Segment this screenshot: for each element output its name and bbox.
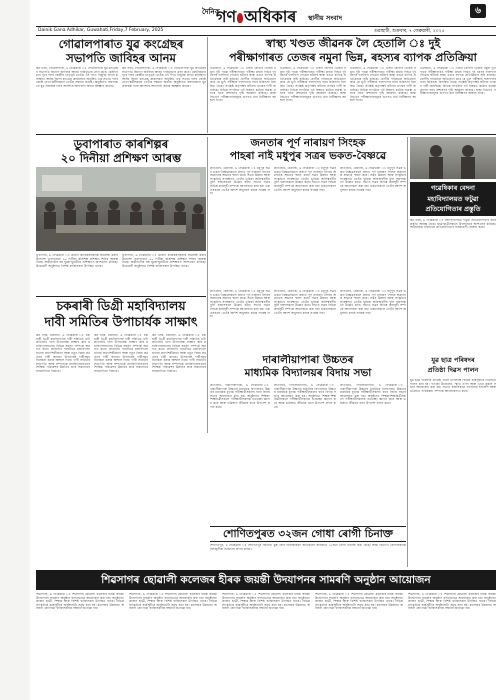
article-leprosy xyxy=(210,526,406,568)
headline-line: দাৰালীয়াপাৰা উচ্চতৰ xyxy=(262,354,354,366)
side-headline-line: প্ৰতিষ্ঠা দিৱস পালন xyxy=(427,366,479,374)
headline-4 xyxy=(210,137,406,163)
article-craft-training xyxy=(36,137,206,295)
masthead-name-left: গণ xyxy=(216,7,237,26)
side-column xyxy=(410,137,496,567)
article-chakrari-college xyxy=(36,298,206,568)
article-body: শিৱসাগৰ, ৬ ফেব্ৰুৱাৰী ঃ শিৱসাগৰ ছোৱালী কলেজৰ হীৰক জয়ন্তী উদযাপনৰ সামৰণি অনুষ্ঠান বৰ্ণাঢ্যভাৱে আয়োজন কৰা হয়। অনুষ্ঠানত প্ৰাক্তন ছাত্ৰী, শিক্ষক আৰু বিশিষ্ট ব্যক্তিসকল উপস্থিত থাকে। বিভিন্ন সাংস্কৃতিক কাৰ্যসূচীৰে অনুষ্ঠানটো সমৃদ্ধ কৰা হয়। কলেজৰ উন্নয়নত অৰিহণা যোগোৱা ব্যক্তিসকলক সম্বৰ্ধনা জনোৱা হয়। xyxy=(36,593,124,611)
masthead-dot-icon xyxy=(237,13,243,23)
headline-2 xyxy=(210,37,496,65)
date-line: গুৱাহাটী, শুক্ৰবাৰ, ৭ ফেব্ৰুৱাৰী, ২০২৫ xyxy=(374,29,445,34)
headline-1 xyxy=(36,37,206,65)
side-headline-line: গৱেষিকাৰ বেদনা xyxy=(431,184,475,192)
masthead-rule-2 xyxy=(36,35,496,36)
side-photo-art xyxy=(410,137,496,179)
side-headline-1 xyxy=(410,182,496,216)
column-divider xyxy=(207,137,208,433)
headline-line: পাহৰা নাই মধুপুৰ সত্ৰৰ ভকত-বৈষ্ণৱে xyxy=(229,150,387,162)
article-body: শোণিতপুৰ, ৬ ফেব্ৰুৱাৰী ঃ শোণিতপুৰ জিলাত কুষ্ঠ ৰোগ চিনাক্তকৰণ অভিযানৰ জৰিয়তে ৩২জন ৰোগী চিনাক্ত কৰা হৈছে। স্বাস্থ্য বিভাগে ৰোগীসকলক বিনামূলীয়া চিকিৎসা প্ৰদান কৰিব। xyxy=(210,544,406,551)
page-number: ৬ xyxy=(475,6,481,16)
headline-line: গোৱালপাৰাত যুৱ কংগ্ৰেছৰ xyxy=(58,37,184,51)
article-body: গুৱাহাটী, ৬ ফেব্ৰুৱাৰী ঃ এজন ৰোগীৰ তেজৰ নমুনা দুটা পৃথক পৰীক্ষাগাৰত পৰীক্ষা কৰাৰ পিছত দুই ধৰণৰ ফলাফল পোৱাৰ ঘটনাই স্বাস্থ্য খণ্ডত ব্যাপক প্ৰতিক্ৰিয়াৰ সৃষ্টি কৰিছে। ৰোগীৰ পৰিয়ালে অভিযোগ কৰে যে ভুল পৰীক্ষাৰ ফলাফলৰ বাবে চিকিৎসা বিলম্বিত হৈছে। সংশ্লিষ্ট কৰ্তৃপক্ষই ঘটনাৰ তদন্তৰ দাবী জনাইছে। বিভিন্ন সংগঠনে এই বিষয়ত কঠোৰ ব্যৱস্থা গ্ৰহণৰ বাবে প্ৰশাসনৰ দৃষ্টি আকৰ্ষণ কৰিছে। স্বাস্থ্য বিভাগে পৰীক্ষাগাৰসমূহৰ গুণগত মান নিৰীক্ষণৰ আশ্বাস দিয়ে। xyxy=(210,67,276,103)
headline-line: ২০ দিনীয়া প্ৰশিক্ষণ আৰম্ভ xyxy=(60,151,182,165)
article-body: কম খবৰ, গোৱালপাৰা, ৬ ফেব্ৰুৱাৰী ঃ গোৱালপাৰা যুৱ কংগ্ৰেছৰ সভাপতি হিচাপে জাবিহৰ আনম দায়িত্বভাৰ গ্ৰহণ কৰে। কেইদিনমান পূৰ্বে দলৰ কেন্দ্ৰীয় নেতৃত্বই তেওঁক এই পদত নিযুক্তি প্ৰদান কৰিছিল। আজি জিলা কংগ্ৰেছ কাৰ্যালয়ত অনুষ্ঠিত এক সভাত দলৰ জ্যেষ্ঠ নেতা-কৰ্মীসকলে তেওঁক সম্বৰ্ধনা জনায়। অনুষ্ঠানত বক্তাসকলে যুৱ প্ৰজন্মক দলৰ আদৰ্শৰে আগবাঢ়ি অহাৰ আহ্বান জনায়। xyxy=(36,67,118,88)
training-photo xyxy=(36,167,206,251)
headline-7: শোণিতপুৰত ৩২জন গোধা ৰোগী চিনাক্ত xyxy=(210,526,406,542)
article-body: শিৱসাগৰ, ৬ ফেব্ৰুৱাৰী ঃ শিৱসাগৰ ছোৱালী কলেজৰ হীৰক জয়ন্তী উদযাপনৰ সামৰণি অনুষ্ঠান বৰ্ণাঢ্যভাৱে আয়োজন কৰা হয়। অনুষ্ঠানত প্ৰাক্তন ছাত্ৰী, শিক্ষক আৰু বিশিষ্ট ব্যক্তিসকল উপস্থিত থাকে। বিভিন্ন সাংস্কৃতিক কাৰ্যসূচীৰে অনুষ্ঠানটো সমৃদ্ধ কৰা হয়। কলেজৰ উন্নয়নত অৰিহণা যোগোৱা ব্যক্তিসকলক সম্বৰ্ধনা জনোৱা হয়। xyxy=(315,593,403,611)
article-body: প্ৰতিনিধি, দাৰালীয়াপাৰা, ৬ ফেব্ৰুৱাৰী ঃ দাৰালীয়াপাৰা উচ্চতৰ মাধ্যমিক বিদ্যালয়ত উচ্চতৰ মাধ্যমিক চূড়ান্ত পৰীক্ষাৰ্থীসকলৰ বাবে বিদায় সভাৰ আয়োজন কৰা হয়। অনুষ্ঠানত শিক্ষক-শিক্ষয়িত্ৰীসকলে পৰীক্ষাৰ্থীসকলক শুভেচ্ছা জ্ঞাপন কৰে আৰু ভৱিষ্যত জীৱনৰ বাবে উপদেশ প্ৰদান কৰে। xyxy=(210,384,270,409)
article-body: কম খবৰ, গোৱালপাৰা, ৬ ফেব্ৰুৱাৰী ঃ গোৱালপাৰা যুৱ কংগ্ৰেছৰ সভাপতি হিচাপে জাবিহৰ আনম দায়িত্বভাৰ গ্ৰহণ কৰে। কেইদিনমান পূৰ্বে দলৰ কেন্দ্ৰীয় নেতৃত্বই তেওঁক এই পদত নিযুক্তি প্ৰদান কৰিছিল। আজি জিলা কংগ্ৰেছ কাৰ্যালয়ত অনুষ্ঠিত এক সভাত দলৰ জ্যেষ্ঠ নেতা-কৰ্মীসকলে তেওঁক সম্বৰ্ধনা জনায়। অনুষ্ঠানত বক্তাসকলে যুৱ প্ৰজন্মক দলৰ আদৰ্শৰে আগবাঢ়ি অহাৰ আহ্বান জনায়। xyxy=(122,67,206,88)
headline-line: দাবী সমিতিৰ উপাচাৰ্যক সাক্ষাৎ xyxy=(44,314,198,329)
training-photo-art xyxy=(36,167,206,251)
article-farewell xyxy=(210,354,406,524)
page-margin xyxy=(0,0,30,700)
side-headline-line: প্ৰতিযোগিতাৰ প্ৰস্তুতি xyxy=(425,205,481,213)
article-body: ডুবাপাৰা, ৬ ফেব্ৰুৱাৰী ঃ গ্ৰামীণ কাৰিকৰসকলক স্বাৱলম্বী কৰাৰ উদ্দেশ্যে ডুবাপাৰাত ২০ দিনীয়া কাৰশিল্প প্ৰশিক্ষণ শিবিৰ আৰম্ভ হৈছে। অঞ্চলটোৰ বহু যুৱক-যুৱতীয়ে প্ৰশিক্ষণত অংশগ্ৰহণ কৰিছে। উদ্বোধনী অনুষ্ঠানত বিশিষ্ট ব্যক্তিসকল উপস্থিত থাকে। xyxy=(122,254,206,268)
headline-line: চকৰাৰী ডিগ্ৰী মহাবিদ্যালয় xyxy=(56,298,186,313)
section-label: স্থানীয় সংবাদ xyxy=(308,14,343,22)
article-body: ডুবাপাৰা, ৬ ফেব্ৰুৱাৰী ঃ গ্ৰামীণ কাৰিকৰসকলক স্বাৱলম্বী কৰাৰ উদ্দেশ্যে ডুবাপাৰাত ২০ দিনীয়া কাৰশিল্প প্ৰশিক্ষণ শিবিৰ আৰম্ভ হৈছে। অঞ্চলটোৰ বহু যুৱক-যুৱতীয়ে প্ৰশিক্ষণত অংশগ্ৰহণ কৰিছে। উদ্বোধনী অনুষ্ঠানত বিশিষ্ট ব্যক্তিসকল উপস্থিত থাকে। xyxy=(36,254,118,268)
article-body: প্ৰতিনিধি, ধেমাজি, ৬ ফেব্ৰুৱাৰী ঃ মধুপুৰ সত্ৰৰ ভকত-বৈষ্ণৱসকলে প্ৰয়াত পূৰ্ণ নাৰায়ণ সিংহৰ অৱদানক শ্ৰদ্ধাৰে স্মৰণ কৰে। সত্ৰৰ উন্নয়ন আৰু সংস্কৃতিৰ সংৰক্ষণত তেওঁৰ ভূমিকা অবিস্মৰণীয় বুলি বক্তাসকলে উল্লেখ কৰে। সভাত সত্ৰৰ বিভিন্ন কাৰ্যসূচী সম্পৰ্কে আলোচনা কৰা হয়। ভকতসকলে তেওঁৰ আদৰ্শ অনুসৰণ কৰাৰ সংকল্প লয়। xyxy=(274,167,336,192)
headline-line: পৰীক্ষাগাৰত তেজৰ নমুনা ভিন্ন, ৰহস্যৰ ব্যাপক প্ৰতিক্ৰিয়া xyxy=(229,51,477,64)
column-divider xyxy=(407,137,408,567)
article-body: প্ৰতিনিধি, দাৰালীয়াপাৰা, ৬ ফেব্ৰুৱাৰী ঃ দাৰালীয়াপাৰা উচ্চতৰ মাধ্যমিক বিদ্যালয়ত উচ্চতৰ মাধ্যমিক চূড়ান্ত পৰীক্ষাৰ্থীসকলৰ বাবে বিদায় সভাৰ আয়োজন কৰা হয়। অনুষ্ঠানত শিক্ষক-শিক্ষয়িত্ৰীসকলে পৰীক্ষাৰ্থীসকলক শুভেচ্ছা জ্ঞাপন কৰে আৰু ভৱিষ্যত জীৱনৰ বাবে উপদেশ প্ৰদান কৰে। xyxy=(340,384,406,405)
masthead-rule xyxy=(36,26,496,27)
headline-line: মাধ্যমিক বিদ্যালয়ৰ বিদায় সভা xyxy=(244,367,372,379)
section-rule xyxy=(36,296,206,297)
article-body: প্ৰতিনিধি, ধেমাজি, ৬ ফেব্ৰুৱাৰী ঃ মধুপুৰ সত্ৰৰ ভকত-বৈষ্ণৱসকলে প্ৰয়াত পূৰ্ণ নাৰায়ণ সিংহৰ অৱদানক শ্ৰদ্ধাৰে স্মৰণ কৰে। সত্ৰৰ উন্নয়ন আৰু সংস্কৃতিৰ সংৰক্ষণত তেওঁৰ ভূমিকা অবিস্মৰণীয় বুলি বক্তাসকলে উল্লেখ কৰে। সভাত সত্ৰৰ বিভিন্ন কাৰ্যসূচী সম্পৰ্কে আলোচনা কৰা হয়। ভকতসকলে তেওঁৰ আদৰ্শ অনুসৰণ কৰাৰ সংকল্প লয়। xyxy=(210,290,270,319)
article-body: শিৱসাগৰ, ৬ ফেব্ৰুৱাৰী ঃ শিৱসাগৰ ছোৱালী কলেজৰ হীৰক জয়ন্তী উদযাপনৰ সামৰণি অনুষ্ঠান বৰ্ণাঢ্যভাৱে আয়োজন কৰা হয়। অনুষ্ঠানত প্ৰাক্তন ছাত্ৰী, শিক্ষক আৰু বিশিষ্ট ব্যক্তিসকল উপস্থিত থাকে। বিভিন্ন সাংস্কৃতিক কাৰ্যসূচীৰে অনুষ্ঠানটো সমৃদ্ধ কৰা হয়। কলেজৰ উন্নয়নত অৰিহণা যোগোৱা ব্যক্তিসকলক সম্বৰ্ধনা জনোৱা হয়। xyxy=(408,593,496,611)
article-body: প্ৰতিনিধি, ধেমাজি, ৬ ফেব্ৰুৱাৰী ঃ মধুপুৰ সত্ৰৰ ভকত-বৈষ্ণৱসকলে প্ৰয়াত পূৰ্ণ নাৰায়ণ সিংহৰ অৱদানক শ্ৰদ্ধাৰে স্মৰণ কৰে। সত্ৰৰ উন্নয়ন আৰু সংস্কৃতিৰ সংৰক্ষণত তেওঁৰ ভূমিকা অবিস্মৰণীয় বুলি বক্তাসকলে উল্লেখ কৰে। সভাত সত্ৰৰ বিভিন্ন কাৰ্যসূচী সম্পৰ্কে আলোচনা কৰা হয়। ভকতসকলে তেওঁৰ আদৰ্শ অনুসৰণ কৰাৰ সংকল্প লয়। xyxy=(210,167,270,196)
article-body: প্ৰতিনিধি, ধেমাজি, ৬ ফেব্ৰুৱাৰী ঃ মধুপুৰ সত্ৰৰ ভকত-বৈষ্ণৱসকলে প্ৰয়াত পূৰ্ণ নাৰায়ণ সিংহৰ অৱদানক শ্ৰদ্ধাৰে স্মৰণ কৰে। সত্ৰৰ উন্নয়ন আৰু সংস্কৃতিৰ সংৰক্ষণত তেওঁৰ ভূমিকা অবিস্মৰণীয় বুলি বক্তাসকলে উল্লেখ কৰে। সভাত সত্ৰৰ বিভিন্ন কাৰ্যসূচী সম্পৰ্কে আলোচনা কৰা হয়। ভকতসকলে তেওঁৰ আদৰ্শ অনুসৰণ কৰাৰ সংকল্প লয়। xyxy=(340,167,406,192)
side-headline-2 xyxy=(410,355,496,377)
article-body: প্ৰতিনিধি, ধেমাজি, ৬ ফেব্ৰুৱাৰী ঃ মধুপুৰ সত্ৰৰ ভকত-বৈষ্ণৱসকলে প্ৰয়াত পূৰ্ণ নাৰায়ণ সিংহৰ অৱদানক শ্ৰদ্ধাৰে স্মৰণ কৰে। সত্ৰৰ উন্নয়ন আৰু সংস্কৃতিৰ সংৰক্ষণত তেওঁৰ ভূমিকা অবিস্মৰণীয় বুলি বক্তাসকলে উল্লেখ কৰে। সভাত সত্ৰৰ বিভিন্ন কাৰ্যসূচী সম্পৰ্কে আলোচনা কৰা হয়। ভকতসকলে তেওঁৰ আদৰ্শ অনুসৰণ কৰাৰ সংকল্প লয়। xyxy=(274,290,336,315)
article-body: শিৱসাগৰ, ৬ ফেব্ৰুৱাৰী ঃ শিৱসাগৰ ছোৱালী কলেজৰ হীৰক জয়ন্তী উদযাপনৰ সামৰণি অনুষ্ঠান বৰ্ণাঢ্যভাৱে আয়োজন কৰা হয়। অনুষ্ঠানত প্ৰাক্তন ছাত্ৰী, শিক্ষক আৰু বিশিষ্ট ব্যক্তিসকল উপস্থিত থাকে। বিভিন্ন সাংস্কৃতিক কাৰ্যসূচীৰে অনুষ্ঠানটো সমৃদ্ধ কৰা হয়। কলেজৰ উন্নয়নত অৰিহণা যোগোৱা ব্যক্তিসকলক সম্বৰ্ধনা জনোৱা হয়। xyxy=(129,593,217,611)
edition-line: Dainik Gana Adhikar, Guwahati,Friday,7 February, 2025 xyxy=(38,28,164,33)
bottom-banner xyxy=(36,570,496,590)
headline-line: ডুবাপাৰাত কাৰশিল্পৰ xyxy=(73,137,169,151)
article-body: শিৱসাগৰ, ৬ ফেব্ৰুৱাৰী ঃ শিৱসাগৰ ছোৱালী কলেজৰ হীৰক জয়ন্তী উদযাপনৰ সামৰণি অনুষ্ঠান বৰ্ণাঢ্যভাৱে আয়োজন কৰা হয়। অনুষ্ঠানত প্ৰাক্তন ছাত্ৰী, শিক্ষক আৰু বিশিষ্ট ব্যক্তিসকল উপস্থিত থাকে। বিভিন্ন সাংস্কৃতিক কাৰ্যসূচীৰে অনুষ্ঠানটো সমৃদ্ধ কৰা হয়। কলেজৰ উন্নয়নত অৰিহণা যোগোৱা ব্যক্তিসকলক সম্বৰ্ধনা জনোৱা হয়। xyxy=(222,593,310,611)
headline-3 xyxy=(36,137,206,165)
side-body: কম খবৰ, ৬ ফেব্ৰুৱাৰী ঃ মহাবিদ্যালয়ত ফটুৱা প্ৰতিযোগিতাৰ বাবে প্ৰস্তুতি আৰম্ভ হৈছে। ছাত্ৰ-ছাত্ৰীসকলে উৎসাহেৰে অংশগ্ৰহণ কৰিছে। আয়োজক সমিতিয়ে প্ৰতিযোগিতাৰ নিয়মাৱলী ঘোষণা কৰে। xyxy=(410,219,496,230)
article-body: প্ৰতিনিধি, ধেমাজি, ৬ ফেব্ৰুৱাৰী ঃ মধুপুৰ সত্ৰৰ ভকত-বৈষ্ণৱসকলে প্ৰয়াত পূৰ্ণ নাৰায়ণ সিংহৰ অৱদানক শ্ৰদ্ধাৰে স্মৰণ কৰে। সত্ৰৰ উন্নয়ন আৰু সংস্কৃতিৰ সংৰক্ষণত তেওঁৰ ভূমিকা অবিস্মৰণীয় বুলি বক্তাসকলে উল্লেখ কৰে। সভাত সত্ৰৰ বিভিন্ন কাৰ্যসূচী সম্পৰ্কে আলোচনা কৰা হয়। ভকতসকলে তেওঁৰ আদৰ্শ অনুসৰণ কৰাৰ সংকল্প লয়। xyxy=(340,290,406,315)
headline-line: স্বাস্থ্য খণ্ডত জীৱনক লৈ হেতালি ঃ দুই xyxy=(265,37,441,50)
masthead-prefix: দৈনিক xyxy=(202,8,220,16)
article-body: কম খবৰ, চকৰাৰী, ৬ ফেব্ৰুৱাৰী ঃ চকৰাৰী ডিগ্ৰী মহাবিদ্যালয় দাবী সমিতিৰ এটা প্ৰতিনিধি দলে উপাচাৰ্যক সাক্ষাৎ কৰি মহাবিদ্যালয়খনৰ বিভিন্ন সমস্যা সম্পৰ্কে অৱগত কৰে। প্ৰতিনিধি দলটোৱে মহাবিদ্যালয়খনৰ প্ৰাদেশিকীকৰণ আৰু নতুন বিষয় প্ৰৱৰ্তনৰ দাবী জনায়। উপাচাৰ্যই দাবীসমূহ বিবেচনা কৰাৰ আশ্বাস দিয়ে। দাবী সমিতিৰ সভাপতি আৰু সম্পাদকে মহাবিদ্যালয়খনৰ শৈক্ষিক পৰিৱেশৰ উন্নতিৰ বাবে সকলোৰে সহযোগিতা বিচাৰে। xyxy=(152,334,206,373)
headline-line: সভাপতি জাবিহৰ আনম xyxy=(66,51,176,65)
article-continuation xyxy=(210,290,406,352)
side-headline-line: মহাবিদ্যালয়ত ফটুৱা xyxy=(427,194,479,203)
column-divider xyxy=(207,37,208,133)
section-rule xyxy=(36,134,496,135)
article-body: গুৱাহাটী, ৬ ফেব্ৰুৱাৰী ঃ এজন ৰোগীৰ তেজৰ নমুনা দুটা পৃথক পৰীক্ষাগাৰত পৰীক্ষা কৰাৰ পিছত দুই ধৰণৰ ফলাফল পোৱাৰ ঘটনাই স্বাস্থ্য খণ্ডত ব্যাপক প্ৰতিক্ৰিয়াৰ সৃষ্টি কৰিছে। ৰোগীৰ পৰিয়ালে অভিযোগ কৰে যে ভুল পৰীক্ষাৰ ফলাফলৰ বাবে চিকিৎসা বিলম্বিত হৈছে। সংশ্লিষ্ট কৰ্তৃপক্ষই ঘটনাৰ তদন্তৰ দাবী জনাইছে। বিভিন্ন সংগঠনে এই বিষয়ত কঠোৰ ব্যৱস্থা গ্ৰহণৰ বাবে প্ৰশাসনৰ দৃষ্টি আকৰ্ষণ কৰিছে। স্বাস্থ্য বিভাগে পৰীক্ষাগাৰসমূহৰ গুণগত মান নিৰীক্ষণৰ আশ্বাস দিয়ে। xyxy=(280,67,346,103)
headline-5 xyxy=(36,298,206,330)
article-body: কম খবৰ, চকৰাৰী, ৬ ফেব্ৰুৱাৰী ঃ চকৰাৰী ডিগ্ৰী মহাবিদ্যালয় দাবী সমিতিৰ এটা প্ৰতিনিধি দলে উপাচাৰ্যক সাক্ষাৎ কৰি মহাবিদ্যালয়খনৰ বিভিন্ন সমস্যা সম্পৰ্কে অৱগত কৰে। প্ৰতিনিধি দলটোৱে মহাবিদ্যালয়খনৰ প্ৰাদেশিকীকৰণ আৰু নতুন বিষয় প্ৰৱৰ্তনৰ দাবী জনায়। উপাচাৰ্যই দাবীসমূহ বিবেচনা কৰাৰ আশ্বাস দিয়ে। দাবী সমিতিৰ সভাপতি আৰু সম্পাদকে মহাবিদ্যালয়খনৰ শৈক্ষিক পৰিৱেশৰ উন্নতিৰ বাবে সকলোৰে সহযোগিতা বিচাৰে। xyxy=(94,334,148,373)
masthead-name-right: অধিকাৰ xyxy=(244,7,297,26)
article-health-sector xyxy=(210,37,496,133)
article-body: গুৱাহাটী, ৬ ফেব্ৰুৱাৰী ঃ এজন ৰোগীৰ তেজৰ নমুনা দুটা পৃথক পৰীক্ষাগাৰত পৰীক্ষা কৰাৰ পিছত দুই ধৰণৰ ফলাফল পোৱাৰ ঘটনাই স্বাস্থ্য খণ্ডত ব্যাপক প্ৰতিক্ৰিয়াৰ সৃষ্টি কৰিছে। ৰোগীৰ পৰিয়ালে অভিযোগ কৰে যে ভুল পৰীক্ষাৰ ফলাফলৰ বাবে চিকিৎসা বিলম্বিত হৈছে। সংশ্লিষ্ট কৰ্তৃপক্ষই ঘটনাৰ তদন্তৰ দাবী জনাইছে। বিভিন্ন সংগঠনে এই বিষয়ত কঠোৰ ব্যৱস্থা গ্ৰহণৰ বাবে প্ৰশাসনৰ দৃষ্টি আকৰ্ষণ কৰিছে। স্বাস্থ্য বিভাগে পৰীক্ষাগাৰসমূহৰ গুণগত মান নিৰীক্ষণৰ আশ্বাস দিয়ে। xyxy=(420,67,496,96)
banner-headline: শিৱসাগৰ ছোৱালী কলেজৰ হীৰক জয়ন্তী উদযাপনৰ সামৰণি অনুষ্ঠান আয়োজন xyxy=(101,574,431,586)
article-madhupur-satra xyxy=(210,137,406,287)
masthead-logo xyxy=(216,4,296,24)
headline-6 xyxy=(210,354,406,380)
page-number-badge xyxy=(470,4,486,18)
article-body: কম খবৰ, চকৰাৰী, ৬ ফেব্ৰুৱাৰী ঃ চকৰাৰী ডিগ্ৰী মহাবিদ্যালয় দাবী সমিতিৰ এটা প্ৰতিনিধি দলে উপাচাৰ্যক সাক্ষাৎ কৰি মহাবিদ্যালয়খনৰ বিভিন্ন সমস্যা সম্পৰ্কে অৱগত কৰে। প্ৰতিনিধি দলটোৱে মহাবিদ্যালয়খনৰ প্ৰাদেশিকীকৰণ আৰু নতুন বিষয় প্ৰৱৰ্তনৰ দাবী জনায়। উপাচাৰ্যই দাবীসমূহ বিবেচনা কৰাৰ আশ্বাস দিয়ে। দাবী সমিতিৰ সভাপতি আৰু সম্পাদকে মহাবিদ্যালয়খনৰ শৈক্ষিক পৰিৱেশৰ উন্নতিৰ বাবে সকলোৰে সহযোগিতা বিচাৰে। xyxy=(36,334,90,373)
headline-line: জনতাৰ পূৰ্ণ নাৰায়ণ সিংহক xyxy=(250,137,366,149)
article-sivasagar-college xyxy=(36,593,496,697)
article-body: প্ৰতিনিধি, দাৰালীয়াপাৰা, ৬ ফেব্ৰুৱাৰী ঃ দাৰালীয়াপাৰা উচ্চতৰ মাধ্যমিক বিদ্যালয়ত উচ্চতৰ মাধ্যমিক চূড়ান্ত পৰীক্ষাৰ্থীসকলৰ বাবে বিদায় সভাৰ আয়োজন কৰা হয়। অনুষ্ঠানত শিক্ষক-শিক্ষয়িত্ৰীসকলে পৰীক্ষাৰ্থীসকলক শুভেচ্ছা জ্ঞাপন কৰে আৰু ভৱিষ্যত জীৱনৰ বাবে উপদেশ প্ৰদান কৰে। xyxy=(274,384,336,409)
article-youth-congress xyxy=(36,37,206,133)
side-body: যুৱ ছাত্ৰ পৰিষদৰ প্ৰতিষ্ঠা দিৱস উপলক্ষে বিভিন্ন কাৰ্যসূচীৰে দিৱসটো পালন কৰা হয়। পতাকা উত্তোলন, স্মৃতি তৰ্পণ আৰু এখন মুকলি সভাৰ আয়োজন কৰা হয়। সভাত বক্তাসকলে সংগঠনৰ ইতিহাস আৰু ভৱিষ্যত পৰিকল্পনা সম্পৰ্কে আলোকপাত কৰে। xyxy=(410,379,496,393)
article-body: গুৱাহাটী, ৬ ফেব্ৰুৱাৰী ঃ এজন ৰোগীৰ তেজৰ নমুনা দুটা পৃথক পৰীক্ষাগাৰত পৰীক্ষা কৰাৰ পিছত দুই ধৰণৰ ফলাফল পোৱাৰ ঘটনাই স্বাস্থ্য খণ্ডত ব্যাপক প্ৰতিক্ৰিয়াৰ সৃষ্টি কৰিছে। ৰোগীৰ পৰিয়ালে অভিযোগ কৰে যে ভুল পৰীক্ষাৰ ফলাফলৰ বাবে চিকিৎসা বিলম্বিত হৈছে। সংশ্লিষ্ট কৰ্তৃপক্ষই ঘটনাৰ তদন্তৰ দাবী জনাইছে। বিভিন্ন সংগঠনে এই বিষয়ত কঠোৰ ব্যৱস্থা গ্ৰহণৰ বাবে প্ৰশাসনৰ দৃষ্টি আকৰ্ষণ কৰিছে। স্বাস্থ্য বিভাগে পৰীক্ষাগাৰসমূহৰ গুণগত মান নিৰীক্ষণৰ আশ্বাস দিয়ে। xyxy=(350,67,416,103)
side-headline-line: যুৱ ছাত্ৰ পৰিষদৰ xyxy=(431,356,475,364)
side-photo xyxy=(410,137,496,179)
